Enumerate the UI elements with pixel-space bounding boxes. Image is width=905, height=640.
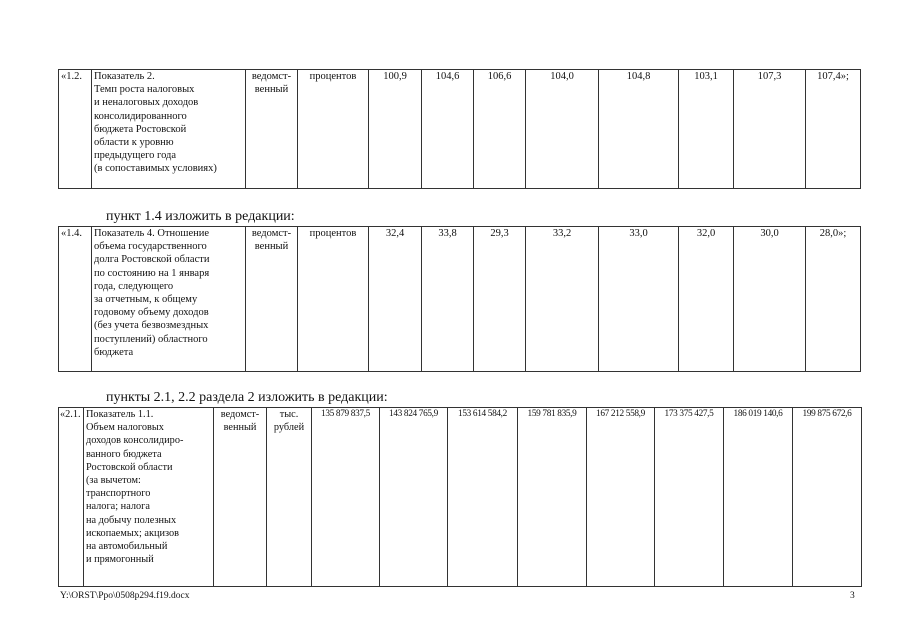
value-cell: 107,4»; xyxy=(806,70,861,189)
row-code: «1.4. xyxy=(59,227,92,372)
indicator-name: Показатель 4. Отношение объема государственного долга Ростовской области по состоянию на 1 января года, следующего за отчетным, к общему годовому объему доходов (без учета безвозмездных поступлений) областного бюджета xyxy=(92,227,246,372)
unit-of-measure: тыс. рублей xyxy=(267,408,312,587)
value-cell: 104,6 xyxy=(422,70,474,189)
value-cell: 159 781 835,9 xyxy=(518,408,587,587)
row-code: «1.2. xyxy=(59,70,92,189)
indicator-type: ведомст- венный xyxy=(214,408,267,587)
value-cell: 143 824 765,9 xyxy=(380,408,448,587)
indicator-type: ведомст- венный xyxy=(246,70,298,189)
value-cell: 104,0 xyxy=(526,70,599,189)
document-file-path: Y:\ORST\Ppo\0508p294.f19.docx xyxy=(60,591,190,601)
indicator-table-1-2 xyxy=(58,69,861,189)
section-heading-1-4: пункт 1.4 изложить в редакции: xyxy=(106,209,295,224)
value-cell: 100,9 xyxy=(369,70,422,189)
value-cell: 103,1 xyxy=(679,70,734,189)
value-cell: 29,3 xyxy=(474,227,526,372)
value-cell: 167 212 558,9 xyxy=(587,408,655,587)
indicator-type: ведомст- венный xyxy=(246,227,298,372)
table-row xyxy=(59,227,861,372)
value-cell: 106,6 xyxy=(474,70,526,189)
value-cell: 32,0 xyxy=(679,227,734,372)
indicator-name: Показатель 1.1. Объем налоговых доходов консолидиро- ванного бюджета Ростовской области (за вычетом: транспортного налога; налога на добычу полезных ископаемых; акцизов на автомобильный и прямогонный xyxy=(84,408,214,587)
value-cell: 33,0 xyxy=(599,227,679,372)
unit-of-measure: процентов xyxy=(298,227,369,372)
value-cell: 199 875 672,6 xyxy=(793,408,862,587)
indicator-table-1-4 xyxy=(58,226,861,372)
indicator-name: Показатель 2. Темп роста налоговых и неналоговых доходов консолидированного бюджета Ростовской области к уровню предыдущего года (в сопоставимых условиях) xyxy=(92,70,246,189)
value-cell: 28,0»; xyxy=(806,227,861,372)
table-row xyxy=(59,70,861,189)
value-cell: 107,3 xyxy=(734,70,806,189)
page-number: 3 xyxy=(850,591,855,601)
value-cell: 104,8 xyxy=(599,70,679,189)
section-heading-2-1-2-2: пункты 2.1, 2.2 раздела 2 изложить в редакции: xyxy=(106,390,388,405)
unit-of-measure: процентов xyxy=(298,70,369,189)
value-cell: 32,4 xyxy=(369,227,422,372)
value-cell: 30,0 xyxy=(734,227,806,372)
value-cell: 173 375 427,5 xyxy=(655,408,724,587)
value-cell: 186 019 140,6 xyxy=(724,408,793,587)
value-cell: 33,8 xyxy=(422,227,474,372)
value-cell: 135 879 837,5 xyxy=(312,408,380,587)
indicator-table-2-1 xyxy=(58,407,862,587)
table-row xyxy=(59,408,862,587)
row-code: «2.1. xyxy=(59,408,84,587)
value-cell: 33,2 xyxy=(526,227,599,372)
value-cell: 153 614 584,2 xyxy=(448,408,518,587)
